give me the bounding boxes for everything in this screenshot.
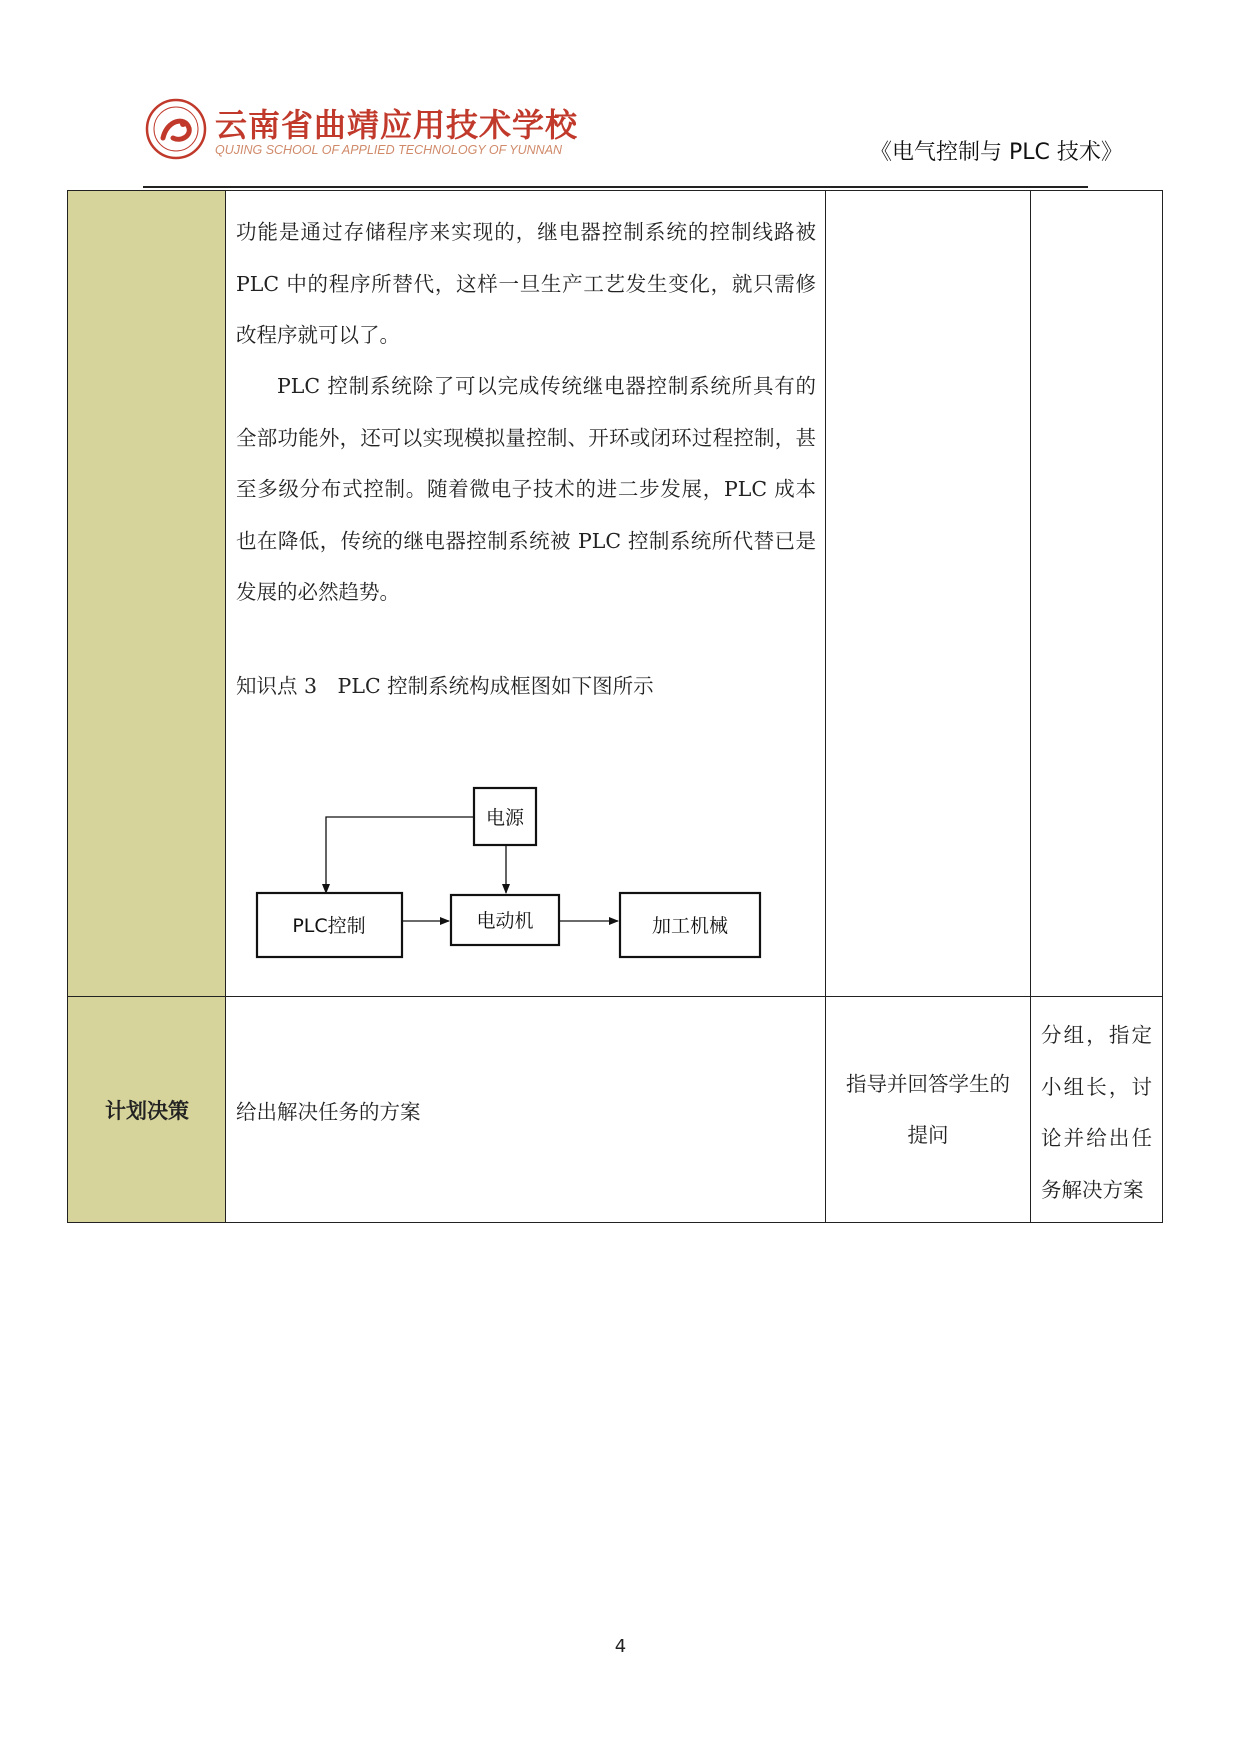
power-to-plc-arrow (326, 817, 474, 893)
content-cell (226, 191, 826, 996)
school-name-cn: 云南省曲靖应用技术学校 (215, 106, 579, 144)
course-title: 《电气控制与 PLC 技术》 (870, 140, 1123, 165)
page-number: 4 (614, 1636, 627, 1657)
plan-content-cell (226, 996, 826, 1222)
plc-block-diagram (248, 776, 808, 966)
motor-label: 电动机 (476, 910, 534, 932)
stage-cell-empty (68, 191, 226, 996)
student-activity-cell (1031, 996, 1162, 1222)
lesson-table (67, 190, 1163, 1223)
paragraph-1: 功能是通过存储程序来实现的，继电器控制系统的控制线路被PLC 中的程序所替代，这样一旦生产工艺发生变化，就只需修改程序就可以了。 (236, 220, 816, 348)
plc-label: PLC控制 (292, 915, 366, 937)
school-name-en: QUJING SCHOOL OF APPLIED TECHNOLOGY OF YUNNAN (215, 143, 563, 157)
header-divider (143, 186, 1088, 188)
machine-label: 加工机械 (651, 915, 729, 937)
teacher-activity-cell-empty (826, 191, 1031, 996)
teacher-activity: 指导并回答学生的提问 (846, 1072, 1010, 1147)
paragraph-2: PLC 控制系统除了可以完成传统继电器控制系统所具有的全部功能外，还可以实现模拟量控制、开环或闭环过程控制，甚至多级分布式控制。随着微电子技术的进二步发展，PLC 成本也在降低，传统的继电器控制系统被 PLC 控制系统所代替已是发展的必然趋势。 (236, 374, 816, 605)
power-label: 电源 (485, 807, 525, 829)
stage-label: 计划决策 (105, 1099, 189, 1123)
plan-content: 给出解决任务的方案 (236, 1100, 421, 1124)
school-logo (145, 98, 207, 160)
student-activity: 分组，指定小组长，讨论并给出任务解决方案 (1041, 1023, 1152, 1202)
student-activity-cell-empty (1031, 191, 1162, 996)
teacher-activity-cell (826, 996, 1031, 1222)
stage-cell-plan (68, 996, 226, 1222)
knowledge-point-title: 知识点 3 PLC 控制系统构成框图如下图所示 (236, 674, 654, 698)
